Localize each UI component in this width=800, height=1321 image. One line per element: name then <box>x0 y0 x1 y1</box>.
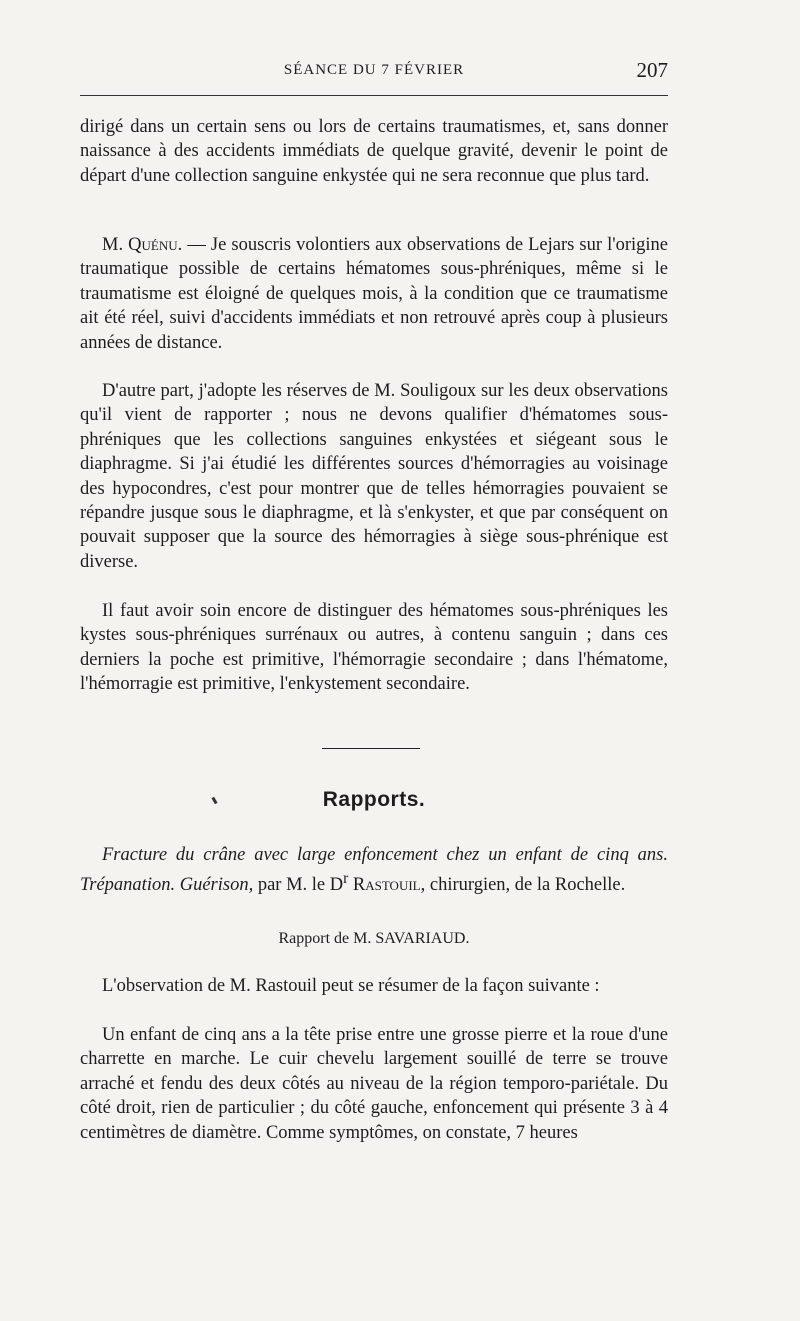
section-separator <box>322 748 420 749</box>
author-suffix: chirurgien, de la Rochelle. <box>425 875 626 896</box>
running-head: SÉANCE DU 7 FÉVRIER <box>283 62 465 78</box>
author-title-superscript: r <box>343 870 349 888</box>
paragraph-continuation <box>80 115 668 188</box>
paragraph-text: Un enfant de cinq ans a la tête prise entre une grosse pierre et la roue d'une charrette en marche. Le cuir chevelu largement souillé de terre se trouve arraché et fendu des deux côtés au niveau de la région temporo-pariétale. Du côté droit, rien de particulier ; du côté gauche, enfoncement qui présente 3 à 4 centimètres de diamètre. Comme symptômes, on constate, 7 heures <box>80 1025 668 1143</box>
page-header <box>80 58 668 88</box>
paragraph <box>80 233 668 355</box>
report-heading <box>80 843 668 898</box>
author-prefix: par M. le D <box>253 875 344 896</box>
paragraph-reserves <box>80 379 668 574</box>
paragraph-text: dirigé dans un certain sens ou lors de certains traumatismes, et, sans donner naissance à des accidents immédiats de quelque gravité, devenir le point de départ d'une collection sanguine enkystée qui ne sera reconnue que plus tard. <box>80 117 668 186</box>
section-title: Rapports. <box>322 788 426 811</box>
paragraph-quenu <box>80 233 668 355</box>
paragraph-text: D'autre part, j'adopte les réserves de M. Souligoux sur les deux observations qu'il vient de rapporter ; nous ne devons qualifier d'hématomes sous-phréniques que les collections sanguines enkystées et siégeant sous le diaphragme. Si j'ai étudié les différentes sources d'hémorragies au voisinage des hypocondres, c'est pour montrer que de telles hémorragies pouvaient se répandre jusque sous le diaphragme, et là s'enkyster, et que par conséquent on pouvait supposer que la source des hémorragies à siège sous-phrénique est diverse. <box>80 381 668 572</box>
rapport-byline: Rapport de M. SAVARIAUD. <box>278 930 470 947</box>
report-title-line <box>80 843 668 898</box>
author-name: Rastouil, <box>348 875 426 896</box>
page-number: 207 <box>636 58 668 82</box>
paragraph-text: Il faut avoir soin encore de distinguer des hématomes sous-phréniques les kystes sous-phréniques surrénaux ou autres, à contenu sanguin ; dans ces derniers la poche est primitive, l'hémorragie secondaire ; dans l'hématome, l'hémorragie est primitive, l'enkystement secondaire. <box>80 601 668 695</box>
paragraph-text: — Je souscris volontiers aux observations de Lejars sur l'origine traumatique possible de certains hématomes sous-phréniques, même si le traumatisme est éloigné de quelques mois, à la condition que ce traumatisme ait été réel, suivi d'accidents immédiats et non retrouvé après coup à plusieurs années de distance. <box>80 235 668 353</box>
paragraph-case <box>80 1023 668 1145</box>
paragraph-distinction <box>80 599 668 697</box>
paragraph-text: L'observation de M. Rastouil peut se résumer de la façon suivante : <box>102 976 600 996</box>
report-title: Fracture du crâne avec large enfoncement chez un enfant de cinq ans. Trépanation. Guérison, <box>80 845 668 896</box>
paragraph-summary <box>80 974 668 998</box>
speaker-name: M. Quénu. <box>102 235 183 255</box>
header-rule <box>80 95 668 96</box>
